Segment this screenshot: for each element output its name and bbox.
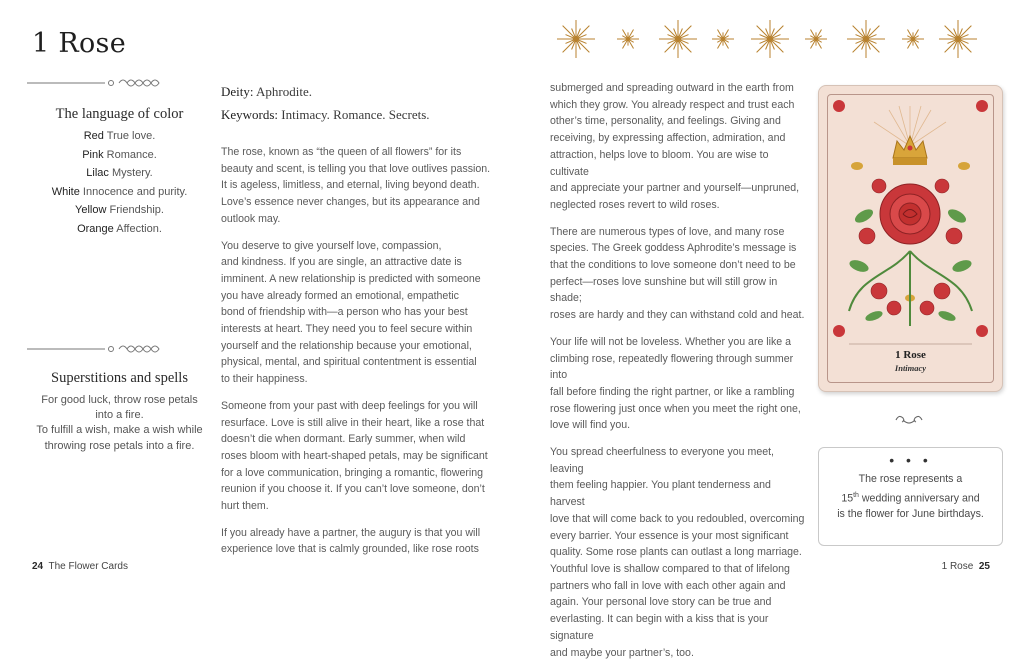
- starburst-icon: [902, 30, 924, 49]
- list-item: White Innocence and purity.: [51, 185, 188, 198]
- rose-illustration: [819, 86, 1002, 391]
- list-item: Yellow Friendship.: [75, 204, 164, 217]
- superstitions-text: For good luck, throw rose petals into a fire. To fulfill a wish, make a wish while throwing rose petals into a fire.: [36, 394, 203, 452]
- scroll-ornament: [893, 412, 925, 428]
- body-paragraph: The rose, known as “the queen of all flowers” for its beauty and scent, is telling you that love outlives passion. It is ageless, limitless, and eternal, living beyond death. Love’s essence never changes, but its appearance and outlook may.: [221, 146, 491, 225]
- card-subtitle: Intimacy: [894, 363, 927, 373]
- starburst-icon: [557, 20, 595, 58]
- body-paragraph: Someone from your past with deep feelings for you will resurface. Love is still alive in their heart, like a rose that doesn’t die when dormant. Early summer, when wild roses bloom with heart-shaped petals, may be significant for a love communication, bringing a romantic, flowering reunion if you choose it. If you can’t love someone, don’t hurt them.: [221, 399, 488, 513]
- color-meaning-list: [27, 127, 212, 239]
- starburst-icon: [712, 30, 734, 49]
- footer-right: [942, 561, 990, 572]
- card-title: 1 Rose: [895, 349, 926, 361]
- superstitions-heading: Superstitions and spells: [51, 370, 188, 386]
- ornamental-divider: [27, 76, 197, 90]
- starburst-icon: [939, 20, 977, 58]
- body-column-left: [221, 144, 521, 568]
- body-paragraph: submerged and spreading outward in the earth from which they grow. You already respect and trust each other’s time, personality, and feelings. Giving and receiving, by expressing affection, admiration, and attraction, helps love to bloom. You are wise to cultivate and appreciate your partner and yourself—unpruned, neglected roses revert to wild roses.: [550, 82, 800, 211]
- fact-box: [818, 447, 1003, 546]
- starburst-icon: [751, 20, 789, 58]
- page-title: 1 Rose: [32, 28, 126, 59]
- body-paragraph: If you already have a partner, the augury is that you will experience love that is calmly grounded, like rose roots: [221, 526, 481, 556]
- ornamental-divider: [27, 342, 197, 356]
- body-paragraph: You deserve to give yourself love, compassion, and kindness. If you are single, an attractive date is imminent. A new relationship is predicted with someone you have already formed an emotional, empathetic bond of friendship with—a person who has your best interests at heart. They need you to feel secure within yourself and the relationship because your emotional, physical, mental, and spiritual contentment is essential to their happiness.: [221, 239, 481, 386]
- list-item: Lilac Mystery.: [86, 167, 153, 180]
- running-head: The Flower Cards: [48, 561, 128, 572]
- body-paragraph: Your life will not be loveless. Whether you are like a climbing rose, repeatedly flowering through summer into fall before finding the right partner, or like a rambling rose flowering just once when you meet the right one, love will find you.: [550, 335, 801, 432]
- footer-left: [32, 561, 128, 572]
- page-number: 24: [32, 561, 44, 572]
- ellipsis-ornament: • • •: [889, 452, 932, 468]
- page-number: 25: [978, 561, 990, 572]
- list-item: Pink Romance.: [82, 148, 157, 161]
- running-head: 1 Rose: [941, 561, 974, 572]
- starburst-icon: [617, 30, 639, 49]
- body-paragraph: You spread cheerfulness to everyone you meet, leaving them feeling happier. You plant tenderness and harvest love that will come back to you redoubled, overcoming every barrier. Your essence is your most significant quality. Some rose plants can outlast a long marriage. Youthful love is shallow compared to that of lifelong partners who fall in love with each other again and again. Your personal love story can be true and everlasting. It can begin with a kiss that is your signature and maybe your partner’s, too.: [550, 446, 805, 659]
- list-item: Orange Affection.: [77, 222, 162, 235]
- starburst-icon: [847, 20, 885, 58]
- fact-text: The rose represents a 15th wedding anniversary and is the flower for June birthdays.: [837, 473, 984, 521]
- keywords-line: Keywords: Intimacy. Romance. Secrets.: [221, 107, 430, 122]
- starburst-icon: [659, 20, 697, 58]
- starburst-ornament: [548, 14, 988, 64]
- starburst-icon: [805, 30, 827, 49]
- deity-line: Deity: Aphrodite.: [221, 84, 313, 99]
- flower-card-image: [818, 85, 1003, 392]
- body-paragraph: There are numerous types of love, and many rose species. The Greek goddess Aphrodite’s message is that the conditions to love someone don’t need to be perfect—roses love sunshine but will still grow in shade; roses are hardy and they can withstand cold and heat.: [550, 225, 805, 322]
- list-item: Red True love.: [83, 130, 156, 142]
- language-of-color-heading: The language of color: [55, 106, 184, 122]
- body-column-right: [550, 80, 806, 671]
